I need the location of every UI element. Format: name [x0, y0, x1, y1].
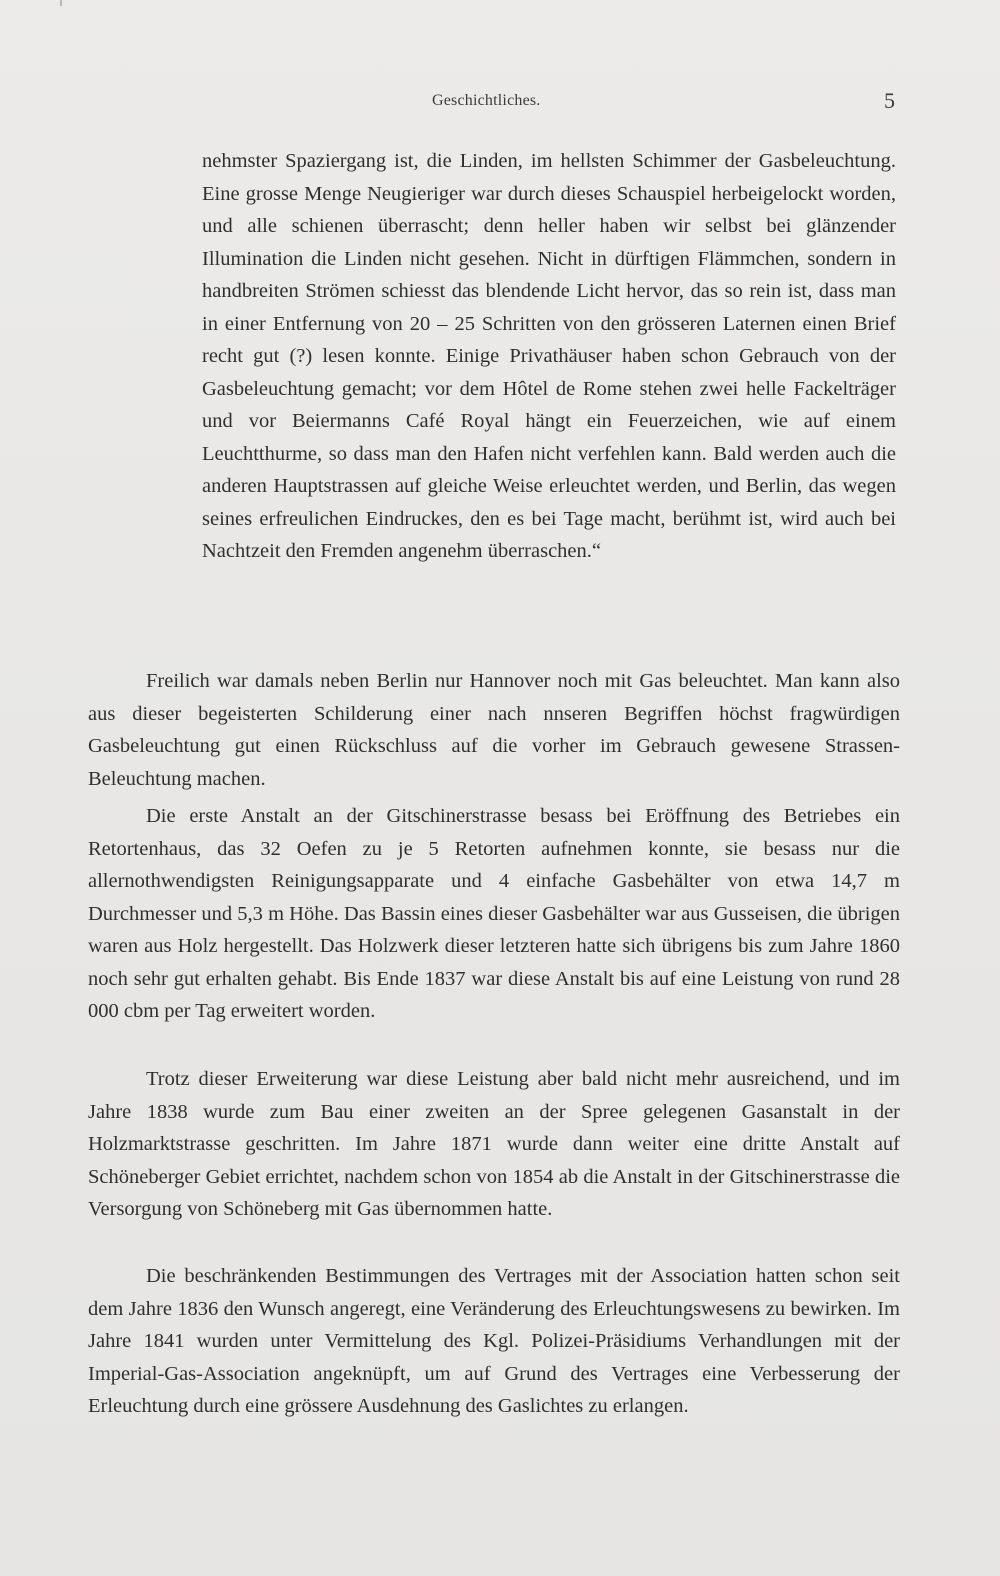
paragraph-gas-lighting-context	[88, 665, 900, 795]
paragraph-first-plant	[88, 800, 900, 1028]
quoted-passage: nehmster Spaziergang ist, die Linden, im hellsten Schimmer der Gasbeleuchtung. Eine grosse Menge Neugieriger war durch dieses Schauspiel herbeigelockt worden, und alle schienen überrascht; denn heller haben wir selbst bei glänzender Illumination die Linden nicht gesehen. Nicht in dürftigen Flämmchen, sondern in handbreiten Strömen schiesst das blendende Licht hervor, das so rein ist, dass man in einer Entfernung von 20 – 25 Schritten von den grösseren Laternen einen Brief recht gut (?) lesen konnte. Einige Privathäuser haben schon Gebrauch von der Gasbeleuchtung gemacht; vor dem Hôtel de Rome stehen zwei helle Fackelträger und vor Beiermanns Café Royal hängt ein Feuerzeichen, wie auf einem Leuchtthurme, so dass man den Hafen nicht verfehlen kann. Bald werden auch die anderen Hauptstrassen auf gleiche Weise erleuchtet werden, und Berlin, das wegen seines erfreulichen Eindruckes, den es bei Tage macht, berühmt ist, wird auch bei Nachtzeit den Fremden angenehm überraschen.“	[202, 150, 896, 562]
paragraph-text: Freilich war damals neben Berlin nur Hannover noch mit Gas beleuchtet. Man kann also aus dieser begeisterten Schilderung einer nach nnseren Begriffen höchst fragwürdigen Gasbeleuchtung gut einen Rückschluss auf die vorher im Gebrauch gewesene Strassen-Beleuchtung machen.	[88, 670, 900, 790]
paragraph-text: Die beschränkenden Bestimmungen des Vertrages mit der Association hatten schon seit dem Jahre 1836 den Wunsch angeregt, eine Veränderung des Erleuchtungswesens zu bewirken. Im Jahre 1841 wurden unter Vermittelung des Kgl. Polizei-Präsidiums Verhandlungen mit der Imperial-Gas-Association angeknüpft, um auf Grund des Vertrages eine Verbesserung der Erleuchtung durch eine grössere Ausdehnung des Gaslichtes zu erlangen.	[88, 1265, 900, 1417]
running-head: Geschichtliches.	[432, 92, 541, 109]
scan-mark	[60, 0, 62, 6]
paragraph-expansion	[88, 1063, 900, 1226]
paragraph-text: Trotz dieser Erweiterung war diese Leistung aber bald nicht mehr ausreichend, und im Jahre 1838 wurde zum Bau einer zweiten an der Spree gelegenen Gasanstalt in der Holzmarktstrasse geschritten. Im Jahre 1871 wurde dann weiter eine dritte Anstalt auf Schöneberger Gebiet errichtet, nachdem schon von 1854 ab die Anstalt in der Gitschinerstrasse die Versorgung von Schöneberg mit Gas übernommen hatte.	[88, 1068, 900, 1220]
paragraph-contract	[88, 1260, 900, 1423]
page-number: 5	[884, 88, 895, 113]
paragraph-text: Die erste Anstalt an der Gitschinerstrasse besass bei Eröffnung des Betriebes ein Retortenhaus, das 32 Oefen zu je 5 Retorten aufnehmen konnte, sie besass nur die allernothwendigsten Reinigungsapparate und 4 einfache Gasbehälter von etwa 14,7 m Durchmesser und 5,3 m Höhe. Das Bassin eines dieser Gasbehälter war aus Gusseisen, die übrigen waren aus Holz hergestellt. Das Holzwerk dieser letzteren hatte sich übrigens bis zum Jahre 1860 noch sehr gut erhalten gehabt. Bis Ende 1837 war diese Anstalt bis auf eine Leistung von rund 28 000 cbm per Tag erweitert worden.	[88, 805, 900, 1022]
